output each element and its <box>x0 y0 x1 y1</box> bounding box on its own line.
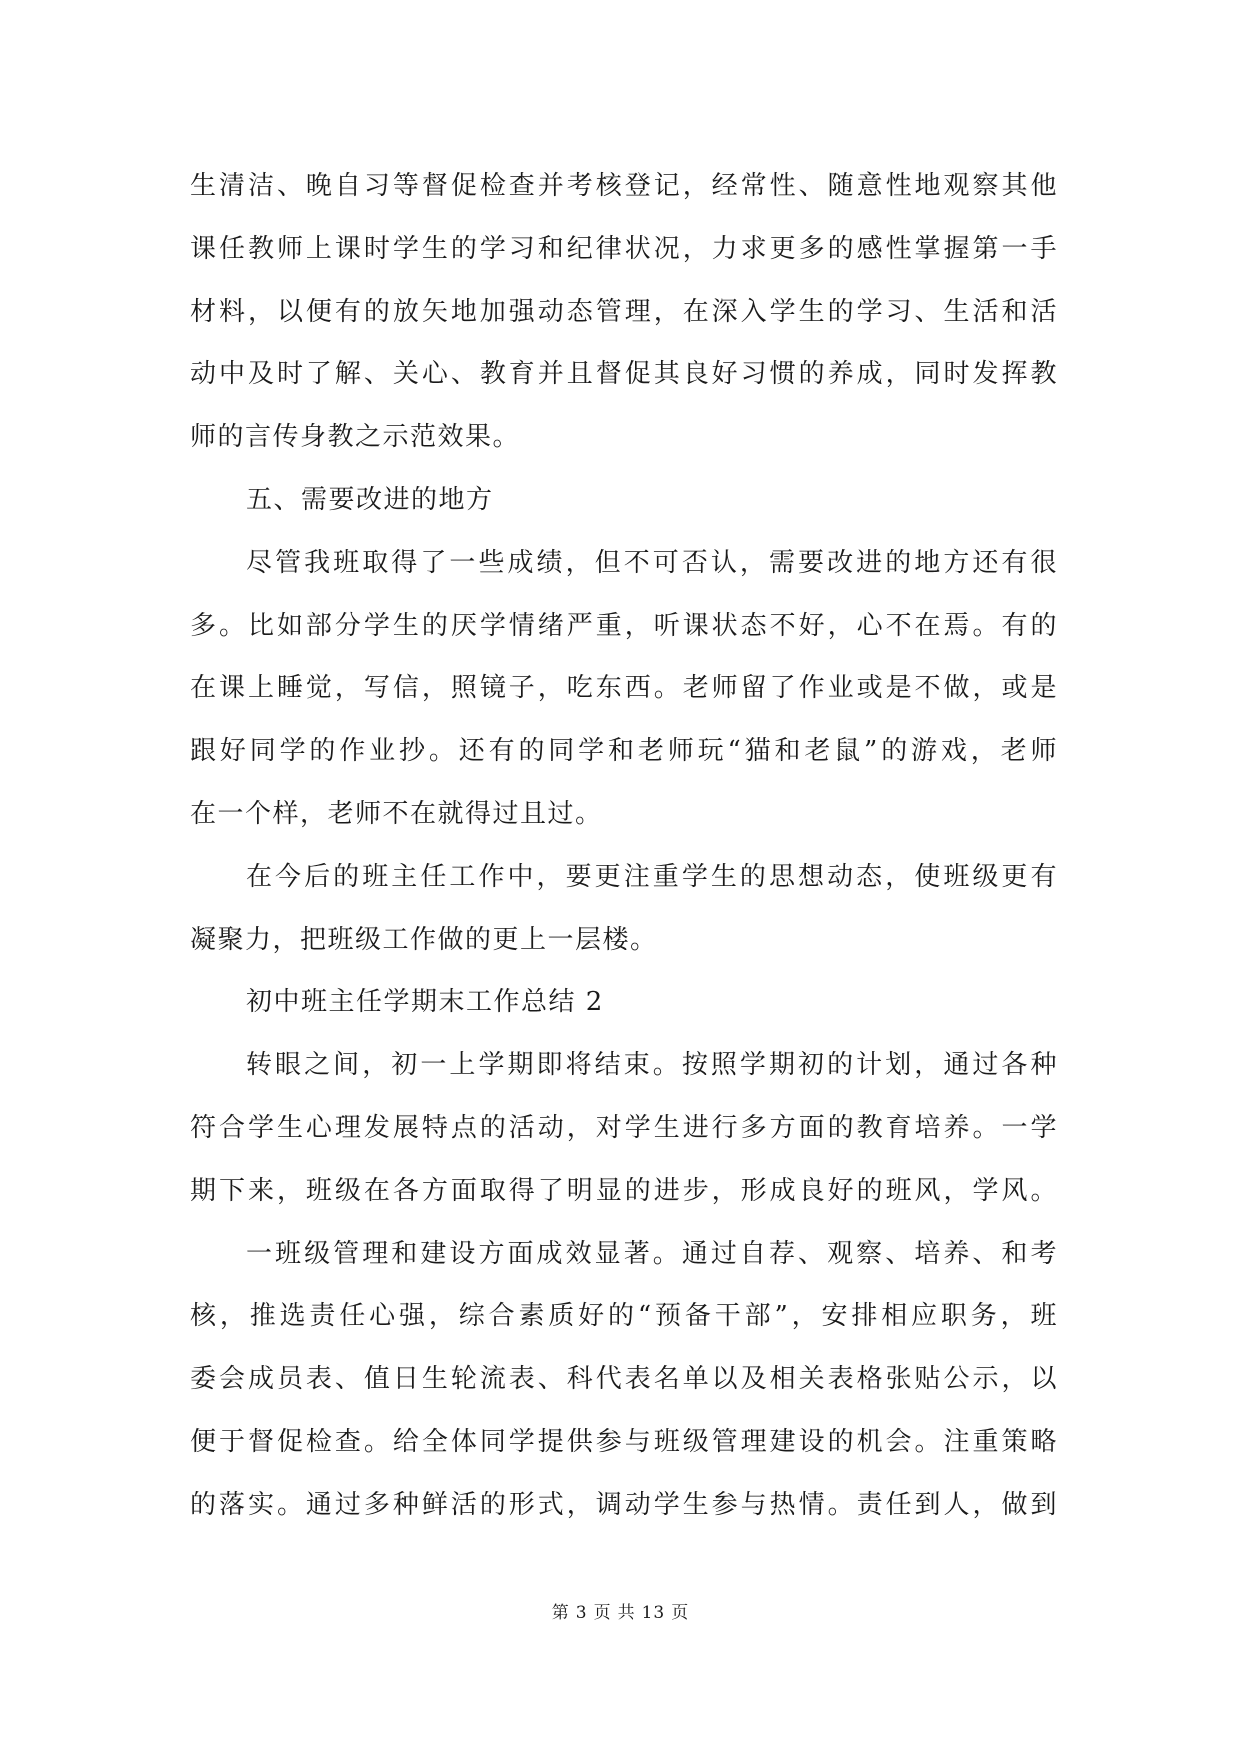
paragraph-line: 尽管我班取得了一些成绩，但不可否认，需要改进的地方还有很 <box>246 547 1058 578</box>
paragraph-line: 委会成员表、值日生轮流表、科代表名单以及相关表格张贴公示，以 <box>190 1364 1058 1395</box>
footer-label: 共 <box>617 1603 636 1623</box>
current-page-number: 3 <box>575 1603 588 1623</box>
section-heading: 五、需要改进的地方 <box>246 484 494 515</box>
paragraph-line: 符合学生心理发展特点的活动，对学生进行多方面的教育培养。一学 <box>190 1112 1058 1143</box>
paragraph-line: 在课上睡觉，写信，照镜子，吃东西。老师留了作业或是不做，或是 <box>190 673 1058 704</box>
paragraph-line: 师的言传身教之示范效果。 <box>190 422 521 453</box>
page-footer <box>0 1598 1241 1623</box>
paragraph-line: 跟好同学的作业抄。还有的同学和老师玩“猫和老鼠”的游戏，老师 <box>190 736 1058 767</box>
section-heading: 初中班主任学期末工作总结 2 <box>246 987 604 1018</box>
paragraph-line: 生清洁、晚自习等督促检查并考核登记，经常性、随意性地观察其他 <box>190 171 1058 201</box>
document-body <box>190 155 1058 1537</box>
paragraph-line: 多。比如部分学生的厌学情绪严重，听课状态不好，心不在焉。有的 <box>190 610 1058 641</box>
paragraph-line: 转眼之间，初一上学期即将结束。按照学期初的计划，通过各种 <box>246 1050 1058 1081</box>
paragraph-line: 的落实。通过多种鲜活的形式，调动学生参与热情。责任到人，做到 <box>190 1489 1058 1520</box>
footer-label: 页 <box>671 1603 690 1623</box>
paragraph-line: 便于督促检查。给全体同学提供参与班级管理建设的机会。注重策略 <box>190 1426 1058 1457</box>
footer-label: 第 <box>551 1603 570 1623</box>
paragraph-line: 动中及时了解、关心、教育并且督促其良好习惯的养成，同时发挥教 <box>190 359 1058 390</box>
paragraph-line: 一班级管理和建设方面成效显著。通过自荐、观察、培养、和考 <box>246 1238 1058 1269</box>
total-pages-number: 13 <box>641 1603 666 1623</box>
paragraph-line: 凝聚力，把班级工作做的更上一层楼。 <box>190 924 658 955</box>
paragraph-line: 在一个样，老师不在就得过且过。 <box>190 798 603 829</box>
footer-label: 页 <box>593 1603 612 1623</box>
paragraph-line: 课任教师上课时学生的学习和纪律状况，力求更多的感性掌握第一手 <box>190 233 1058 264</box>
paragraph-line: 核，推选责任心强，综合素质好的“预备干部”，安排相应职务，班 <box>190 1301 1058 1332</box>
paragraph-line: 材料，以便有的放矢地加强动态管理，在深入学生的学习、生活和活 <box>190 296 1058 327</box>
paragraph-line: 期下来，班级在各方面取得了明显的进步，形成良好的班风，学风。 <box>190 1175 1058 1206</box>
paragraph-line: 在今后的班主任工作中，要更注重学生的思想动态，使班级更有 <box>246 861 1058 892</box>
